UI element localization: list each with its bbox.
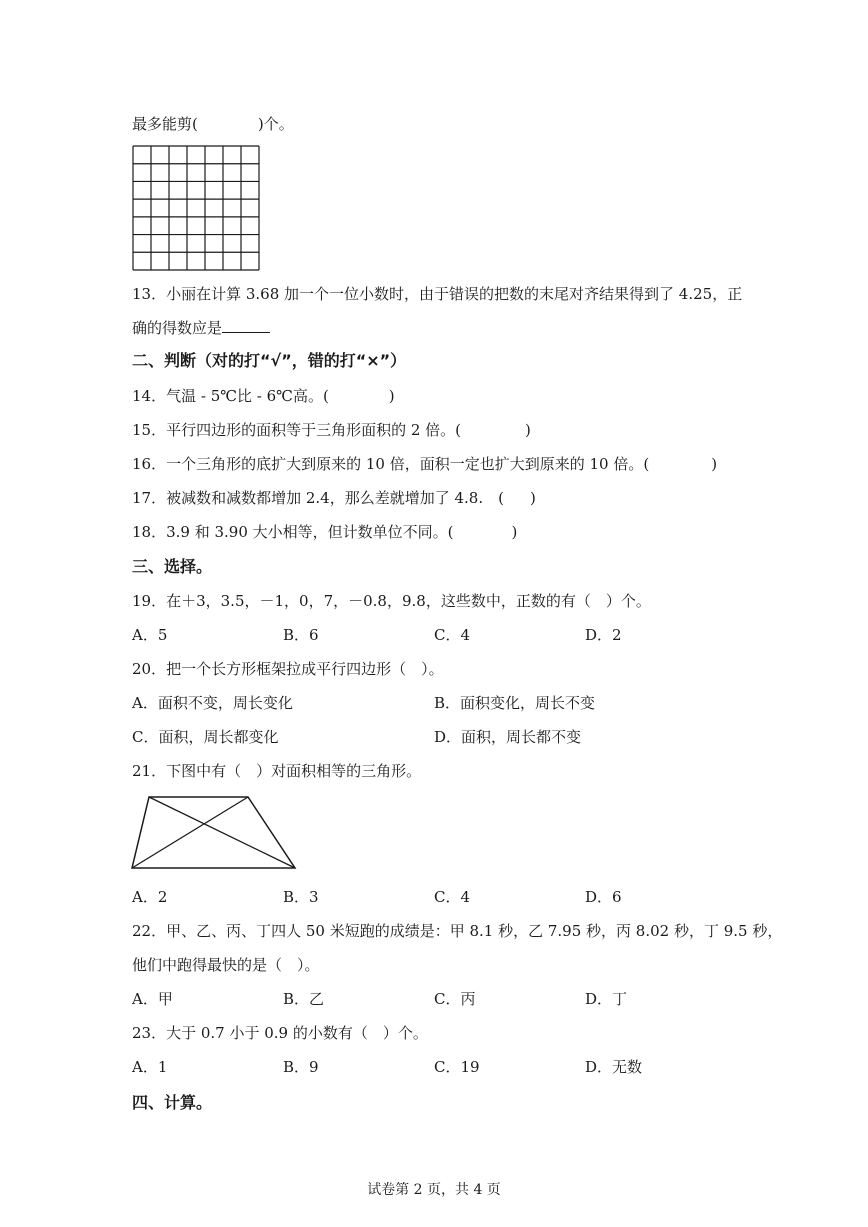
q22-option-a[interactable]: A．甲 [132, 990, 173, 1008]
q17 [132, 488, 536, 508]
q20-option-b[interactable]: B．面积变化，周长不变 [434, 694, 596, 712]
q12-text: 最多能剪( [132, 115, 198, 133]
q15-text: 15．平行四边形的面积等于三角形面积的 2 倍。( [132, 421, 462, 439]
q13-line2 [132, 318, 270, 338]
q20-option-d[interactable]: D．面积，周长都不变 [434, 728, 582, 746]
q21-stem: 21．下图中有（ ）对面积相等的三角形。 [132, 762, 422, 780]
trapezoid-outline [132, 797, 295, 868]
q21-option-a[interactable]: A．2 [132, 888, 168, 906]
q23-option-a[interactable]: A．1 [132, 1058, 168, 1076]
q23-option-c[interactable]: C．19 [434, 1058, 480, 1076]
q13-line1: 13．小丽在计算 3.68 加一个一位小数时，由于错误的把数的末尾对齐结果得到了 4.25，正 [132, 285, 743, 303]
q13-answer-blank[interactable] [222, 318, 270, 333]
q23-option-d[interactable]: D．无数 [585, 1058, 643, 1076]
q16-text: 16．一个三角形的底扩大到原来的 10 倍，面积一定也扩大到原来的 10 倍。( [132, 455, 650, 473]
section-title-choice: 三、选择。 [132, 557, 213, 576]
q18-text: 18．3.9 和 3.90 大小相等，但计数单位不同。( [132, 523, 454, 541]
q12-text-end: )个。 [257, 115, 294, 133]
q21-option-c[interactable]: C．4 [434, 888, 471, 906]
trapezoid-diagonal-2 [132, 797, 248, 868]
q18 [132, 522, 517, 542]
q16 [132, 454, 717, 474]
q13-text: 确的得数应是 [132, 319, 223, 337]
q22-line2: 他们中跑得最快的是（ ）。 [132, 956, 320, 974]
q19-option-a[interactable]: A．5 [132, 626, 168, 644]
square-grid-figure [132, 145, 260, 271]
q19-option-b[interactable]: B．6 [283, 626, 319, 644]
q21-option-d[interactable]: D．6 [585, 888, 622, 906]
q14-close: ) [388, 387, 395, 405]
q22-option-c[interactable]: C．丙 [434, 990, 476, 1008]
q23-option-b[interactable]: B．9 [283, 1058, 319, 1076]
q22-option-b[interactable]: B．乙 [283, 990, 325, 1008]
q15 [132, 420, 531, 440]
q17-close: ) [529, 489, 536, 507]
q15-close: ) [525, 421, 531, 439]
q14-text: 14．气温 - 5℃比 - 6℃高。( [132, 387, 329, 405]
q18-close: ) [511, 523, 518, 541]
q22-option-d[interactable]: D．丁 [585, 990, 628, 1008]
trapezoid-diagonals-figure [130, 795, 300, 871]
q20-stem: 20．把一个长方形框架拉成平行四边形（ ）。 [132, 660, 444, 678]
q17-text: 17．被减数和减数都增加 2.4，那么差就增加了 4.8. ( [132, 489, 504, 507]
q12-tail [132, 114, 294, 134]
section-title-judgement: 二、判断（对的打“√”，错的打“×”） [132, 351, 407, 370]
q19-option-c[interactable]: C．4 [434, 626, 471, 644]
section-title-calculation: 四、计算。 [132, 1093, 213, 1112]
q20-option-a[interactable]: A．面积不变，周长变化 [132, 694, 293, 712]
q14 [132, 386, 395, 406]
q20-option-c[interactable]: C．面积，周长都变化 [132, 728, 279, 746]
q23-stem: 23．大于 0.7 小于 0.9 的小数有（ ）个。 [132, 1024, 428, 1042]
q22-line1: 22．甲、乙、丙、丁四人 50 米短跑的成绩是：甲 8.1 秒，乙 7.95 秒，丙 8.02 秒，丁 9.5 秒， [132, 922, 783, 940]
page-footer: 试卷第 2 页，共 4 页 [367, 1182, 501, 1198]
q19-option-d[interactable]: D．2 [585, 626, 622, 644]
q21-option-b[interactable]: B．3 [283, 888, 319, 906]
trapezoid-diagonal-1 [149, 797, 295, 868]
q16-close: ) [711, 455, 718, 473]
q19-stem: 19．在＋3，3.5，－1，0，7，－0.8，9.8，这些数中，正数的有（ ）个。 [132, 592, 651, 610]
